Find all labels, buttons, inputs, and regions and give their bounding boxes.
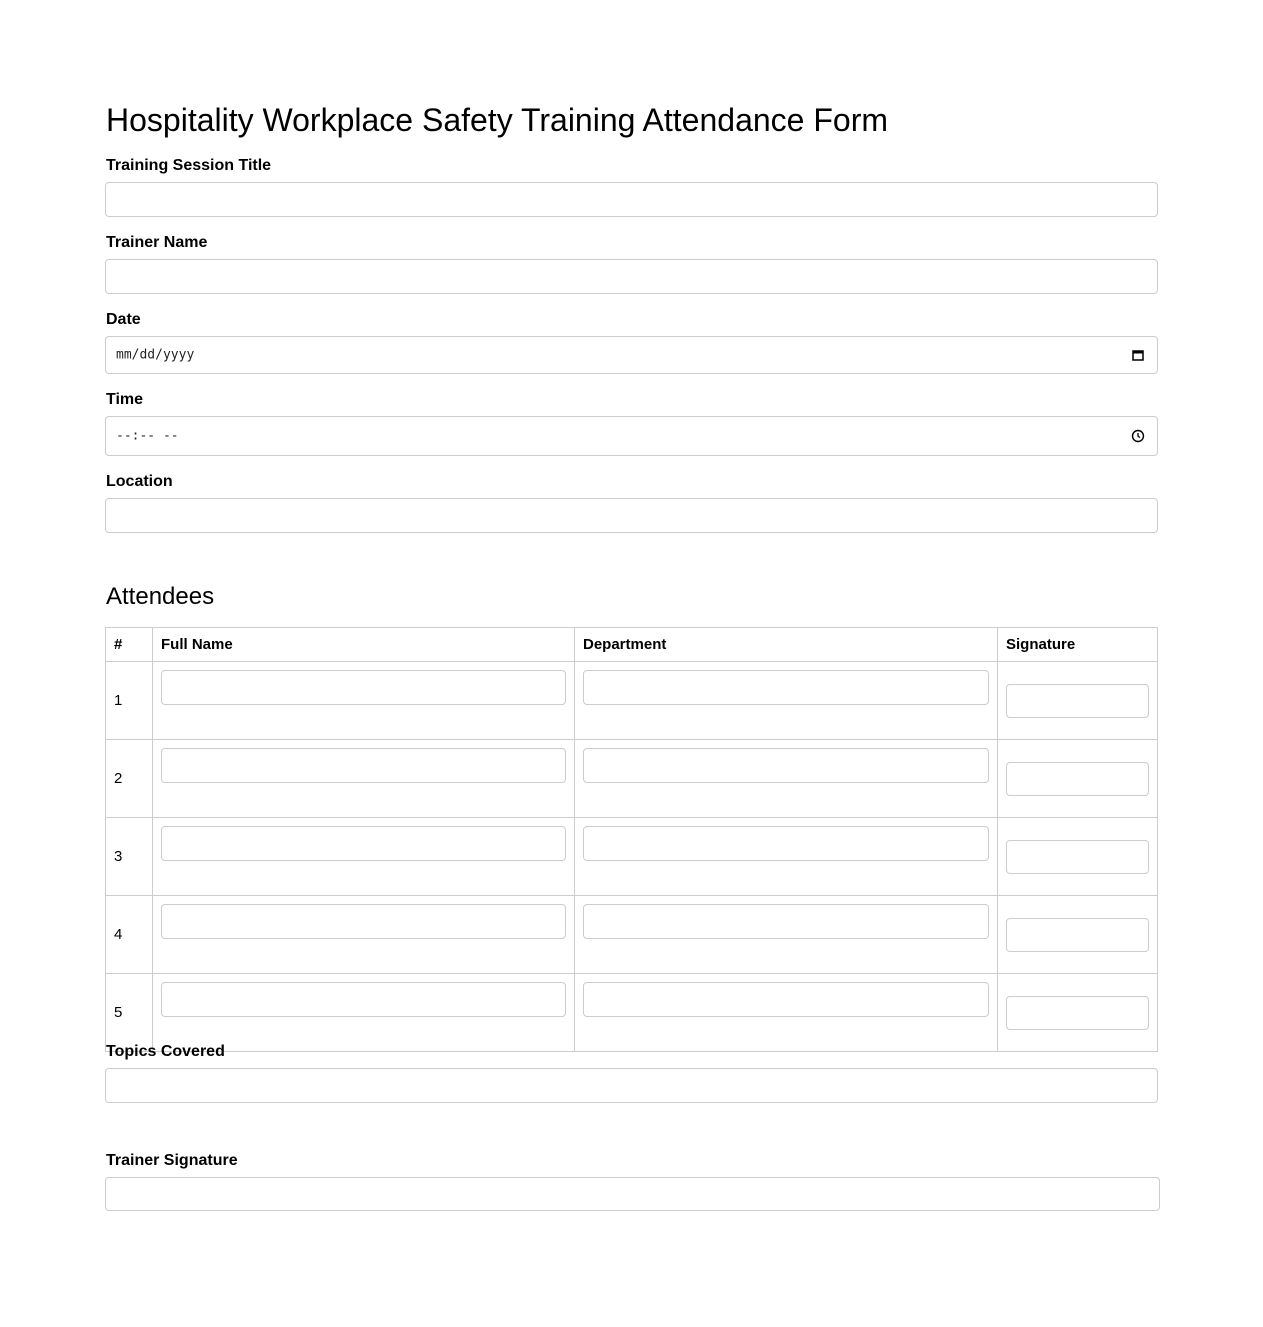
time-label: Time <box>106 391 144 408</box>
row-number: 1 <box>106 662 153 740</box>
full-name-cell <box>153 974 575 1052</box>
date-input[interactable] <box>105 336 1158 374</box>
full-name-cell <box>153 662 575 740</box>
date-placeholder: mm/dd/yyyy <box>116 347 195 363</box>
full-name-input[interactable] <box>161 982 566 1017</box>
location-input[interactable] <box>105 498 1158 533</box>
calendar-icon[interactable] <box>1131 348 1145 362</box>
department-input[interactable] <box>583 982 989 1017</box>
clock-icon[interactable] <box>1131 429 1145 443</box>
time-input[interactable] <box>105 416 1158 456</box>
department-cell <box>575 662 998 740</box>
trainer-name-label: Trainer Name <box>106 234 208 251</box>
trainer-signature-label: Trainer Signature <box>106 1152 238 1169</box>
department-cell <box>575 818 998 896</box>
full-name-cell <box>153 818 575 896</box>
topics-input[interactable] <box>105 1068 1158 1103</box>
trainer-signature-input[interactable] <box>105 1177 1160 1211</box>
row-number: 4 <box>106 896 153 974</box>
row-number: 5 <box>106 974 153 1052</box>
row-number: 2 <box>106 740 153 818</box>
session-title-label: Training Session Title <box>106 157 272 174</box>
department-input[interactable] <box>583 748 989 783</box>
full-name-input[interactable] <box>161 826 566 861</box>
full-name-cell <box>153 740 575 818</box>
signature-input[interactable] <box>1006 840 1149 874</box>
signature-input[interactable] <box>1006 762 1149 796</box>
date-label: Date <box>106 311 141 328</box>
full-name-input[interactable] <box>161 670 566 705</box>
signature-input[interactable] <box>1006 918 1149 952</box>
table-row <box>106 974 1158 1052</box>
signature-cell <box>998 974 1158 1052</box>
signature-cell <box>998 896 1158 974</box>
department-cell <box>575 896 998 974</box>
signature-cell <box>998 740 1158 818</box>
signature-cell <box>998 662 1158 740</box>
col-signature: Signature <box>998 628 1158 662</box>
full-name-input[interactable] <box>161 904 566 939</box>
topics-label: Topics Covered <box>106 1043 225 1060</box>
attendees-heading: Attendees <box>106 583 215 610</box>
attendees-table <box>105 627 1158 1052</box>
table-header <box>106 628 1158 662</box>
table-row <box>106 896 1158 974</box>
location-label: Location <box>106 473 173 490</box>
col-number: # <box>106 628 153 662</box>
department-input[interactable] <box>583 826 989 861</box>
signature-cell <box>998 818 1158 896</box>
page-title: Hospitality Workplace Safety Training Attendance Form <box>106 102 888 138</box>
session-title-input[interactable] <box>105 182 1158 217</box>
trainer-name-input[interactable] <box>105 259 1158 294</box>
signature-input[interactable] <box>1006 684 1149 718</box>
time-placeholder: --:-- -- <box>116 428 179 444</box>
table-row <box>106 740 1158 818</box>
col-full-name: Full Name <box>153 628 575 662</box>
signature-input[interactable] <box>1006 996 1149 1030</box>
full-name-input[interactable] <box>161 748 566 783</box>
full-name-cell <box>153 896 575 974</box>
table-row <box>106 662 1158 740</box>
department-input[interactable] <box>583 904 989 939</box>
department-cell <box>575 974 998 1052</box>
table-row <box>106 818 1158 896</box>
department-cell <box>575 740 998 818</box>
department-input[interactable] <box>583 670 989 705</box>
row-number: 3 <box>106 818 153 896</box>
col-department: Department <box>575 628 998 662</box>
